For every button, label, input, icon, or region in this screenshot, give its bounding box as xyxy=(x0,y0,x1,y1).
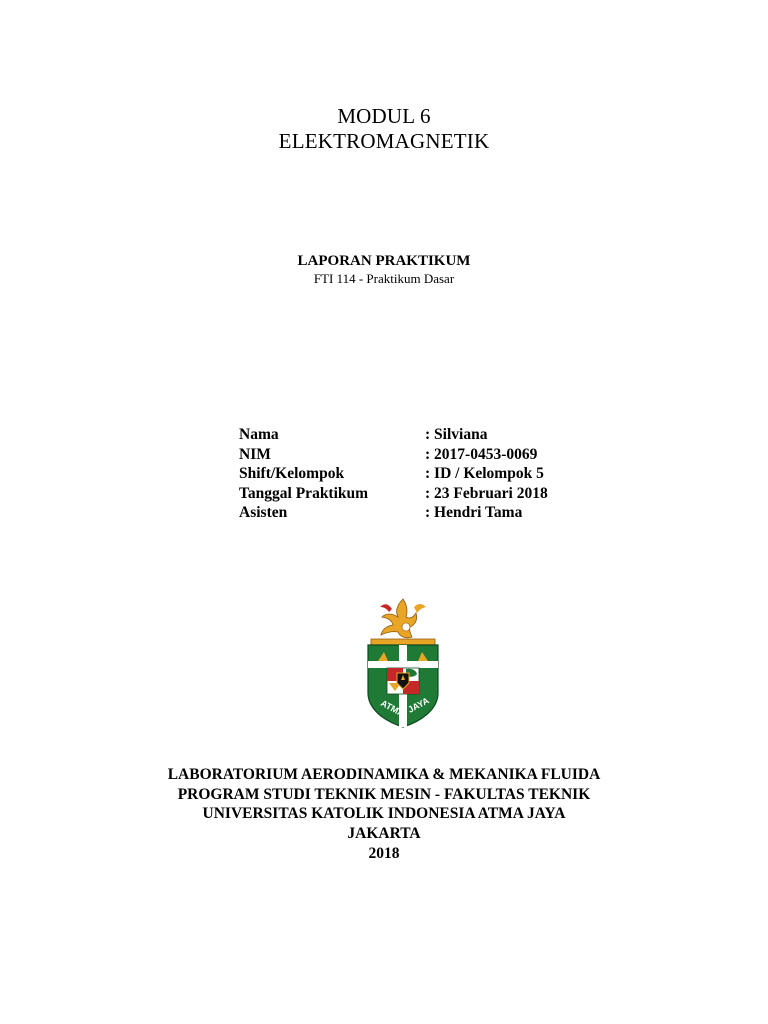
info-value: : 23 Februari 2018 xyxy=(425,484,548,502)
institution-footer xyxy=(0,765,768,864)
student-info-table xyxy=(239,425,548,523)
info-row-nama xyxy=(239,425,548,445)
module-number: MODUL 6 xyxy=(337,104,431,128)
svg-text:JAYA: JAYA xyxy=(406,695,431,715)
study-program: PROGRAM STUDI TEKNIK MESIN - FAKULTAS TEKNIK xyxy=(177,785,591,803)
info-label: Shift/Kelompok xyxy=(239,465,345,483)
svg-text:ATMA: ATMA xyxy=(379,697,407,719)
report-heading xyxy=(0,251,768,287)
info-label: Asisten xyxy=(239,504,288,522)
info-row-tanggal xyxy=(239,484,548,504)
atma-jaya-crest-icon xyxy=(362,597,444,729)
module-topic: ELEKTROMAGNETIK xyxy=(278,129,490,153)
info-row-asisten xyxy=(239,503,548,523)
info-row-nim xyxy=(239,445,548,465)
info-label: Nama xyxy=(239,426,279,443)
info-value: : ID / Kelompok 5 xyxy=(425,465,544,483)
year: 2018 xyxy=(368,844,400,862)
document-title xyxy=(0,104,768,153)
laboratory-name: LABORATORIUM AERODINAMIKA & MEKANIKA FLUIDA xyxy=(167,766,601,783)
info-label: Tanggal Praktikum xyxy=(239,484,369,502)
university-name: UNIVERSITAS KATOLIK INDONESIA ATMA JAYA xyxy=(202,805,566,823)
info-row-shift xyxy=(239,464,548,484)
info-value: : Silviana xyxy=(425,426,488,443)
info-label: NIM xyxy=(239,445,271,463)
course-name: FTI 114 - Praktikum Dasar xyxy=(313,271,455,286)
report-type: LAPORAN PRAKTIKUM xyxy=(297,253,471,269)
info-value: : Hendri Tama xyxy=(425,504,523,522)
city: JAKARTA xyxy=(347,825,421,843)
info-value: : 2017-0453-0069 xyxy=(425,445,538,463)
